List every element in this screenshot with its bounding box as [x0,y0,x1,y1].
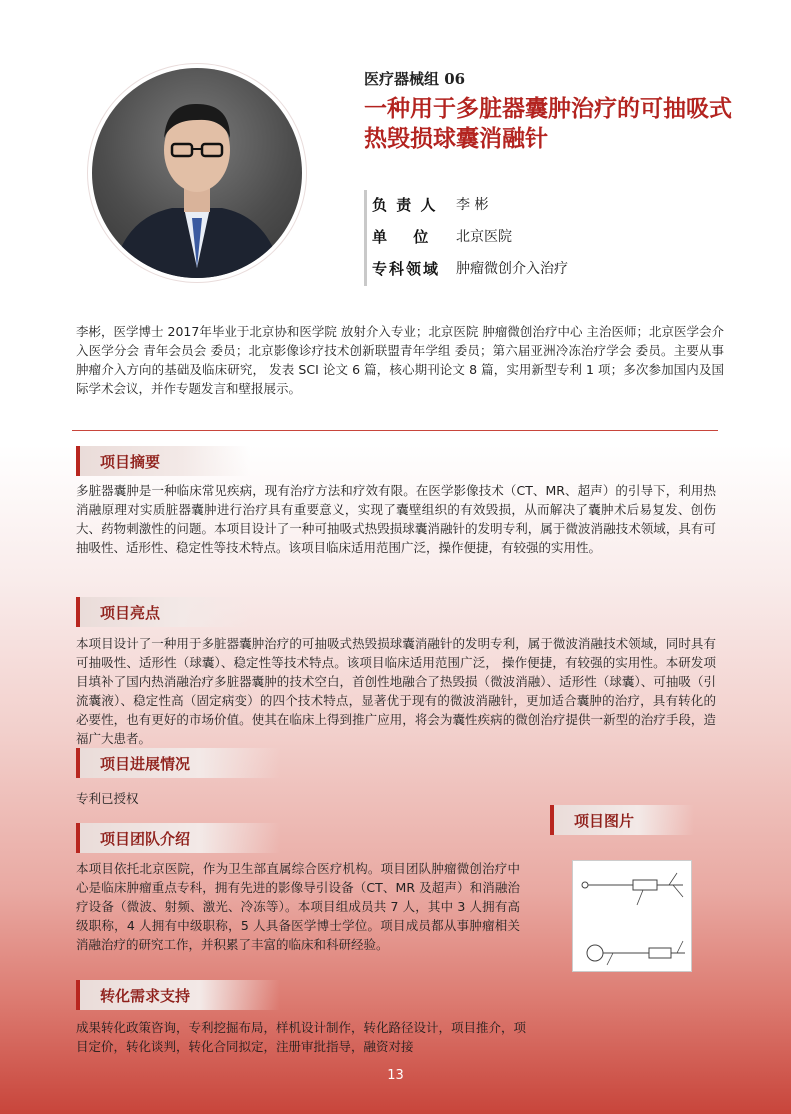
section-heading-progress: 项目进展情况 [76,748,280,778]
person-illustration [92,68,302,278]
info-value: 北京医院 [456,229,512,245]
portrait-photo [92,68,302,278]
ablation-needle-diagram [573,861,691,971]
needs-paragraph: 成果转化政策咨询，专利挖掘布局，样机设计制作，转化路径设计，项目推介，项目定价，转化谈判，转化合同拟定，注册审批指导，融资对接 [76,1020,527,1054]
group-label: 医疗器械组 06 [364,70,466,88]
info-divider [364,190,367,286]
info-row-leader [372,188,568,220]
project-title: 一种用于多脏器囊肿治疗的可抽吸式热毁损球囊消融针 [364,95,732,152]
section-heading-summary: 项目摘要 [76,446,250,476]
info-value: 李 彬 [456,197,489,213]
page-number: 13 [387,1068,404,1083]
info-value: 肿瘤微创介入治疗 [456,261,568,277]
device-diagram [572,860,692,972]
summary-paragraph: 多脏器囊肿是一种临床常见疾病，现有治疗方法和疗效有限。在医学影像技术（CT、MR、超声）的引导下，利用热消融原理对实质脏器囊肿进行治疗具有重要意义，实现了囊壁组织的有效毁损，从而解决了囊肿术后易复发、创伤大、药物刺激性的问题。本项目设计了一种可抽吸式热毁损球囊消融针的发明专利，属于微波消融技术领域，具有可抽吸性、适形性、稳定性等技术特点。该项目临床适用范围广泛，操作便捷，有较强的实用性。 [76,483,716,555]
section-divider [72,430,718,431]
info-table [372,188,568,284]
team-paragraph: 本项目依托北京医院，作为卫生部直属综合医疗机构。项目团队肿瘤微创治疗中心是临床肿瘤重点专科，拥有先进的影像导引设备（CT、MR 及超声）和消融治疗设备（微波、射频、激光、冷冻等）。本项目组成员共 7 人，其中 3 人拥有高级职称，4 人拥有中级职称，5 人具备医学博士学位。项目成员都从事肿瘤相关消融治疗的研究工作，并积累了丰富的临床和科研经验。 [76,861,520,952]
section-heading-team: 项目团队介绍 [76,823,280,853]
info-key: 专科领域 [372,259,441,278]
info-row-field [372,252,568,284]
bio-paragraph: 李彬，医学博士 2017年毕业于北京协和医学院 放射介入专业；北京医院 肿瘤微创治疗中心 主治医师；北京医学会介入医学分会 青年会员会 委员；北京影像诊疗技术创新联盟青年学组 委员；第六届亚洲冷冻治疗学会 委员。主要从事肿瘤介入方向的基础及临床研究， 发表 SCI 论文 6 篇，核心期刊论文 8 篇，实用新型专利 1 项；多次参加国内及国际学术会议，并作专题发言和壁报展示。 [76,324,724,396]
info-row-unit [372,220,568,252]
section-heading-needs: 转化需求支持 [76,980,280,1010]
progress-text: 专利已授权 [76,791,139,806]
section-heading-highlights: 项目亮点 [76,597,250,627]
section-heading-image: 项目图片 [550,805,694,835]
info-key: 单 位 [372,227,431,246]
highlights-paragraph: 本项目设计了一种用于多脏器囊肿治疗的可抽吸式热毁损球囊消融针的发明专利，属于微波消融技术领域，同时具有可抽吸性、适形性（球囊）、稳定性等技术特点。该项目临床适用范围广泛， 操作便捷，有较强的实用性。本研发项目填补了国内热消融治疗多脏器囊肿的技术空白，首创性地融合了热毁损（微波消融）、适形性（球囊）、可抽吸（引流囊液）、稳定性高（固定病变）的四个技术特点，显著优于现有的微波消融针，更加适合囊肿的治疗，具有转化的必要性，也有更好的市场价值。使其在临床上得到推广应用，将会为囊性疾病的微创治疗提供一新型的治疗手段，造福广大患者。 [76,636,716,746]
info-key: 负 责 人 [372,195,438,214]
